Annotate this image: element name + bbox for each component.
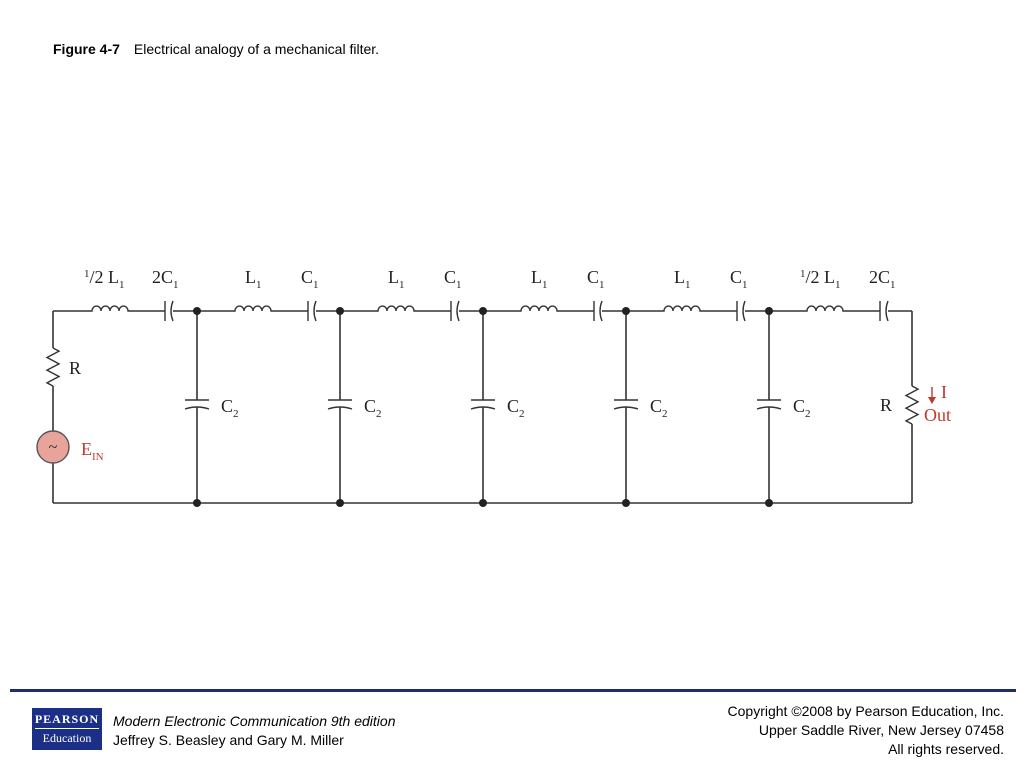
label-subscript: 2 xyxy=(233,408,239,420)
label-subscript: 2 xyxy=(519,408,525,420)
book-info xyxy=(113,712,395,750)
label-main: C xyxy=(221,396,234,416)
label-main: C xyxy=(587,267,600,287)
series-inductor-2 xyxy=(229,306,277,311)
junction-dot xyxy=(765,499,773,507)
source-symbol: ~ xyxy=(48,439,58,456)
series-inductor-6 xyxy=(801,306,849,311)
series-label-11 xyxy=(800,267,841,291)
series-inductor-5 xyxy=(658,306,706,311)
inductor-coil xyxy=(515,306,563,311)
label-subscript: 1 xyxy=(456,279,462,291)
series-label-1 xyxy=(84,267,125,291)
label-main: 2C xyxy=(869,267,891,287)
book-title: Modern Electronic Communication 9th edition xyxy=(113,713,396,729)
series-capacitor-3 xyxy=(451,301,459,321)
label-main: 2C xyxy=(152,267,174,287)
label-subscript: 1 xyxy=(742,279,748,291)
current-label xyxy=(941,382,947,402)
label-main: C xyxy=(301,267,314,287)
junction-dot xyxy=(193,499,201,507)
series-inductor-3 xyxy=(372,306,420,311)
series-label-3 xyxy=(245,267,262,291)
junction-dot xyxy=(193,307,201,315)
label-main: C xyxy=(650,396,663,416)
cap-plate-curved xyxy=(600,301,602,321)
inductor-coil xyxy=(658,306,706,311)
label-subscript: 1 xyxy=(542,279,548,291)
series-capacitor-5 xyxy=(737,301,745,321)
series-capacitor-2 xyxy=(308,301,316,321)
label-main: /2 L xyxy=(89,267,119,287)
label-subscript: 1 xyxy=(835,279,841,291)
series-label-12 xyxy=(869,267,896,291)
junction-dot xyxy=(336,499,344,507)
label-main: R xyxy=(880,395,893,415)
load-resistor-label xyxy=(880,395,892,415)
label-main: /2 L xyxy=(805,267,835,287)
label-main: L xyxy=(245,267,256,287)
logo-text-bottom: Education xyxy=(42,731,92,745)
label-subscript: 1 xyxy=(173,279,179,291)
circuit-labels xyxy=(49,267,951,463)
series-label-6 xyxy=(444,267,462,291)
label-main: E xyxy=(81,439,92,459)
shunt-capacitor-5 xyxy=(757,400,781,409)
copyright-line-2: Upper Saddle River, New Jersey 07458 xyxy=(758,722,1004,738)
label-subscript: 1 xyxy=(313,279,319,291)
series-inductor-1 xyxy=(86,306,134,311)
inductor-coil xyxy=(229,306,277,311)
label-main: I xyxy=(941,382,947,402)
series-label-2 xyxy=(152,267,179,291)
shunt-capacitor-2 xyxy=(328,400,352,409)
label-superscript: 1 xyxy=(800,268,806,280)
label-superscript: 1 xyxy=(84,268,90,280)
shunt-capacitor-4 xyxy=(614,400,638,409)
series-label-10 xyxy=(730,267,748,291)
junction-dot xyxy=(336,307,344,315)
source-label xyxy=(81,439,104,463)
footer-divider xyxy=(10,689,1016,692)
series-inductor-4 xyxy=(515,306,563,311)
junction-dot xyxy=(622,499,630,507)
series-label-8 xyxy=(587,267,605,291)
label-main: R xyxy=(69,358,82,378)
cap-plate-curved xyxy=(457,301,459,321)
shunt-capacitor-3 xyxy=(471,400,495,409)
cap-plate-curved xyxy=(171,301,173,321)
cap-plate-curved xyxy=(743,301,745,321)
label-main: Out xyxy=(924,405,951,425)
label-main: C xyxy=(730,267,743,287)
series-label-4 xyxy=(301,267,319,291)
resistor-zigzag xyxy=(906,386,918,424)
current-arrow-head xyxy=(928,397,936,404)
cap-plate-curved xyxy=(886,301,888,321)
series-label-7 xyxy=(531,267,548,291)
label-subscript: 2 xyxy=(662,408,668,420)
shunt-capacitor-1 xyxy=(185,400,209,409)
label-main: L xyxy=(531,267,542,287)
cap-plate-curved xyxy=(314,301,316,321)
copyright-line-3: All rights reserved. xyxy=(888,741,1004,757)
label-subscript: 2 xyxy=(376,408,382,420)
label-main: L xyxy=(388,267,399,287)
label-subscript: 1 xyxy=(685,279,691,291)
series-label-5 xyxy=(388,267,405,291)
figure-title: Electrical analogy of a mechanical filter. xyxy=(133,41,380,57)
label-subscript: 1 xyxy=(399,279,405,291)
copyright-notice xyxy=(728,702,1004,759)
load-resistor xyxy=(906,386,918,424)
label-subscript: IN xyxy=(92,451,104,463)
inductor-coil xyxy=(372,306,420,311)
label-main: L xyxy=(674,267,685,287)
inductor-coil xyxy=(801,306,849,311)
shunt-label-2 xyxy=(364,396,382,420)
label-main: C xyxy=(444,267,457,287)
series-label-9 xyxy=(674,267,691,291)
label-subscript: 1 xyxy=(890,279,896,291)
junction-dot xyxy=(479,307,487,315)
figure-number: Figure 4-7 xyxy=(53,41,120,57)
junction-dot xyxy=(622,307,630,315)
copyright-line-1: Copyright ©2008 by Pearson Education, Inc. xyxy=(727,703,1004,719)
pearson-logo xyxy=(32,708,102,750)
shunt-label-4 xyxy=(650,396,668,420)
logo-text-top: PEARSON xyxy=(35,712,99,729)
label-subscript: 1 xyxy=(599,279,605,291)
source-resistor-label xyxy=(69,358,81,378)
inductor-coil xyxy=(86,306,134,311)
output-label xyxy=(924,405,951,425)
label-subscript: 2 xyxy=(805,408,811,420)
series-capacitor-4 xyxy=(594,301,602,321)
label-main: C xyxy=(507,396,520,416)
label-subscript: 1 xyxy=(119,279,125,291)
resistor-zigzag xyxy=(47,348,59,386)
label-subscript: 1 xyxy=(256,279,262,291)
shunt-label-1 xyxy=(221,396,239,420)
label-main: C xyxy=(793,396,806,416)
junction-dot xyxy=(765,307,773,315)
label-main: C xyxy=(364,396,377,416)
source-resistor xyxy=(47,348,59,386)
series-capacitor-6 xyxy=(880,301,888,321)
shunt-label-5 xyxy=(793,396,811,420)
book-authors: Jeffrey S. Beasley and Gary M. Miller xyxy=(113,732,344,748)
junction-dot xyxy=(479,499,487,507)
series-capacitor-1 xyxy=(165,301,173,321)
shunt-label-3 xyxy=(507,396,525,420)
